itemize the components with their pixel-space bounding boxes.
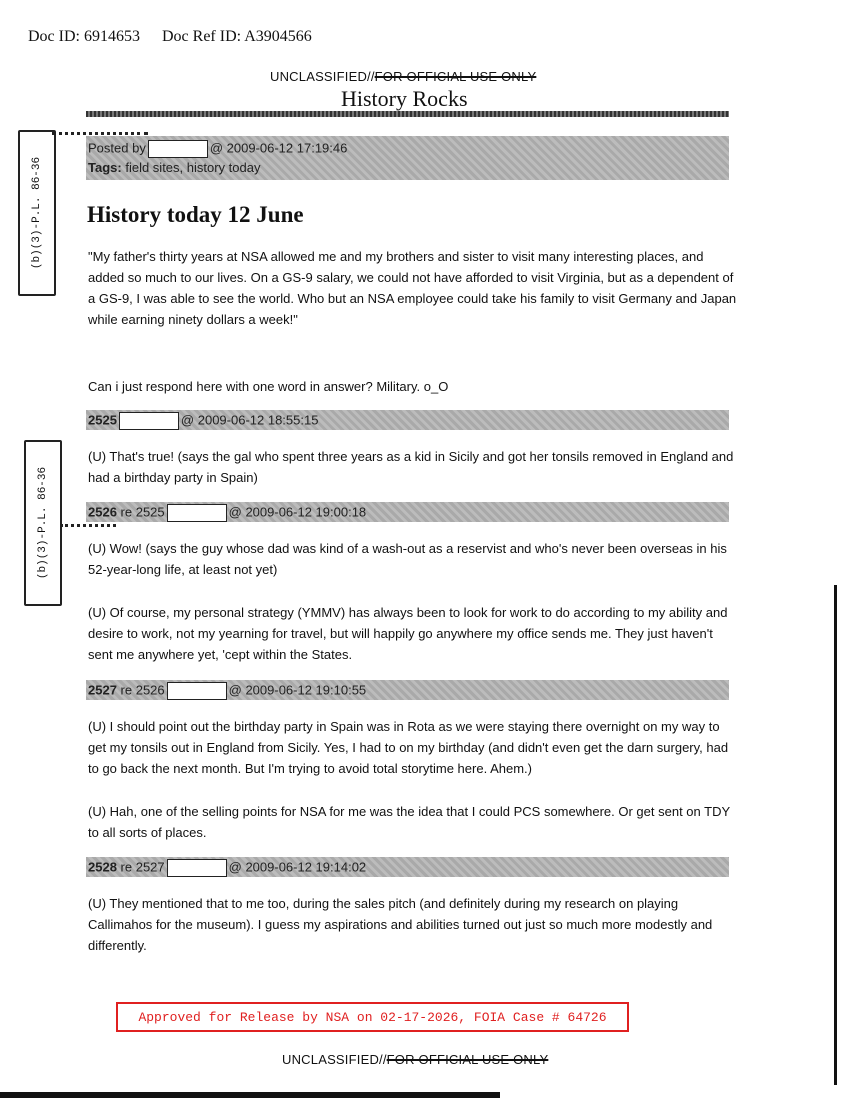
comment-id: 2527 — [88, 682, 117, 698]
redacted-author — [119, 412, 179, 430]
classification-banner-top — [270, 69, 536, 84]
redaction-label-text: (b)(3)-P.L. 86-36 — [37, 466, 49, 580]
title-rule — [86, 111, 729, 117]
comment-timestamp: @ 2009-06-12 19:14:02 — [228, 859, 367, 875]
redaction-label-text: (b)(3)-P.L. 86-36 — [31, 156, 43, 270]
comment-header-2528 — [86, 857, 729, 877]
comment-text-2525: (U) That's true! (says the gal who spent three years as a kid in Sicily and got her tonsils removed in England and had a birthday party in Spain) — [88, 449, 734, 485]
redaction-label — [24, 440, 62, 606]
post-meta-bar — [86, 136, 729, 180]
comment-text-2527-b: (U) Hah, one of the selling points for NSA for me was the idea that I could PCS somewhere. Or get sent on TDY to all sorts of places. — [88, 804, 730, 840]
comment-text-2527-a: (U) I should point out the birthday party in Spain was in Rota as we were staying there overnight on my way to get my tonsils out in England from Sicily. Yes, I had to on my birthday (and didn't even get the darn surgery, had to go back the next month. But I'm trying to avoid total storytime here. Ahem.) — [88, 719, 729, 776]
redaction-leader — [60, 524, 116, 527]
comment-id: 2525 — [88, 412, 117, 428]
comment-reply-to: re 2526 — [120, 682, 165, 698]
redaction-label — [18, 130, 56, 296]
comment-header-2527 — [86, 680, 729, 700]
approval-stamp: Approved for Release by NSA on 02-17-2026, FOIA Case # 64726 — [116, 1002, 629, 1032]
comment-header-2525 — [86, 410, 729, 430]
comment-timestamp: @ 2009-06-12 19:10:55 — [228, 682, 367, 698]
doc-id: Doc ID: 6914653 — [28, 28, 140, 45]
redacted-author — [148, 140, 208, 158]
redacted-author — [167, 682, 227, 700]
comment-id: 2526 — [88, 504, 117, 520]
post-timestamp: @ 2009-06-12 17:19:46 — [209, 140, 348, 156]
redacted-author — [167, 859, 227, 877]
scan-edge-right — [834, 585, 837, 1085]
comment-header-2526 — [86, 502, 729, 522]
comment-timestamp: @ 2009-06-12 18:55:15 — [180, 412, 319, 428]
post-title: History today 12 June — [87, 202, 304, 227]
post-tags[interactable]: field sites, history today — [125, 160, 261, 175]
classification-prefix: UNCLASSIFIED// — [282, 1052, 387, 1067]
redaction-leader — [52, 132, 148, 135]
comment-id: 2528 — [88, 859, 117, 875]
page-title: History Rocks — [341, 86, 468, 111]
classification-struck: FOR OFFICIAL USE ONLY — [386, 1052, 549, 1067]
post-response: Can i just respond here with one word in answer? Military. o_O — [88, 379, 449, 394]
doc-ref-id: Doc Ref ID: A3904566 — [161, 28, 312, 45]
comment-text-2526-a: (U) Wow! (says the guy whose dad was kind of a wash-out as a reservist and who's never been overseas in his 52-year-long life, at least not yet) — [88, 541, 727, 577]
comment-text-2528: (U) They mentioned that to me too, during the sales pitch (and definitely during my research on playing Callimahos for the museum). I guess my aspirations and abilities turned out just so much more modestly and differently. — [88, 896, 713, 953]
post-body: "My father's thirty years at NSA allowed me and my brothers and sister to visit many interesting places, and added so much to our lives. On a GS-9 salary, we could not have afforded to visit Virginia, but as a dependent of a GS-9, I was able to see the world. Who but an NSA employee could take his family to visit Germany and Japan while earning ninety dollars a week!" — [88, 249, 737, 327]
comment-reply-to: re 2527 — [120, 859, 165, 875]
classification-banner-bottom — [282, 1052, 548, 1067]
comment-text-2526-b: (U) Of course, my personal strategy (YMMV) has always been to look for work to do according to my ability and desire to work, not my yearning for travel, but will happily go anywhere my office sends me. They just haven't sent me anywhere yet, 'cept within the States. — [88, 605, 728, 662]
comment-reply-to: re 2525 — [120, 504, 165, 520]
classification-struck: FOR OFFICIAL USE ONLY — [374, 69, 537, 84]
classification-prefix: UNCLASSIFIED// — [270, 69, 375, 84]
comment-timestamp: @ 2009-06-12 19:00:18 — [228, 504, 367, 520]
doc-id-header — [28, 28, 312, 46]
scan-edge-bottom — [0, 1092, 500, 1098]
posted-by-label: Posted by — [88, 140, 146, 156]
tags-label: Tags: — [88, 160, 122, 175]
redacted-author — [167, 504, 227, 522]
